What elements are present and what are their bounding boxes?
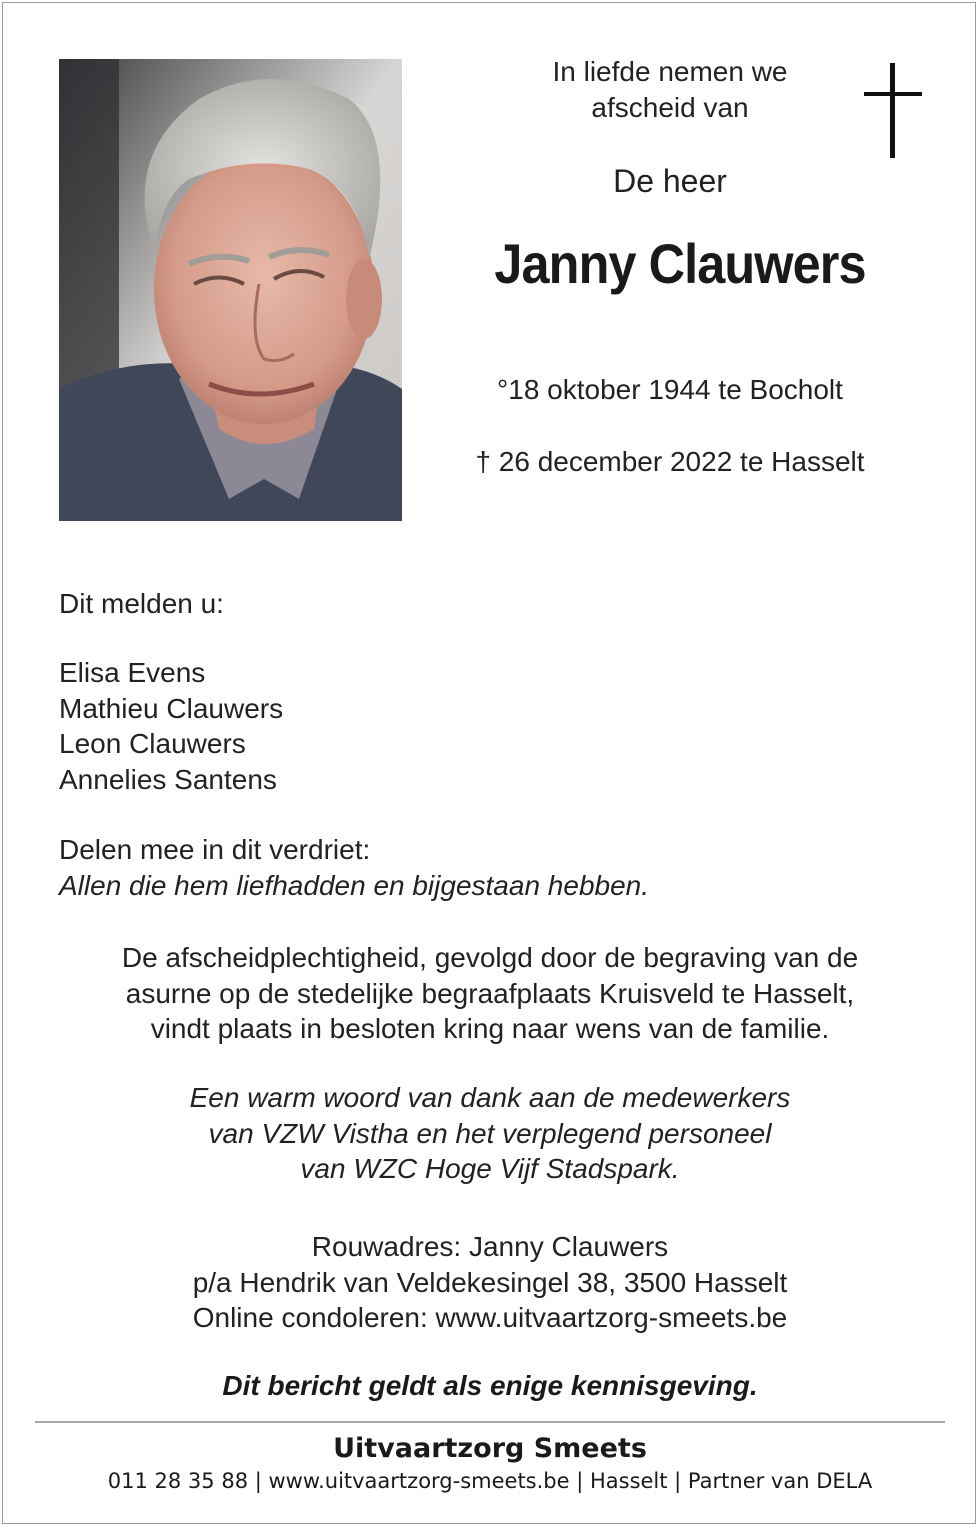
latin-cross-icon — [864, 63, 922, 158]
intro-line: In liefde nemen we — [552, 56, 788, 87]
family-list — [59, 655, 759, 797]
address-line: Rouwadres: Janny Clauwers — [311, 1231, 669, 1262]
address-line: Online condoleren: www.uitvaartzorg-smeets.be — [192, 1302, 788, 1333]
deceased-name: Janny Clauwers — [494, 232, 866, 295]
sharing-block — [59, 832, 759, 903]
thanks-line: van VZW Vistha en het verplegend personeel — [208, 1117, 772, 1149]
family-member: Leon Clauwers — [59, 728, 246, 759]
ceremony-block — [40, 940, 940, 1047]
ceremony-line: De afscheidplechtigheid, gevolgd door de begraving van de — [121, 942, 859, 973]
intro-text — [500, 54, 840, 126]
family-member: Elisa Evens — [59, 657, 206, 688]
death-date: † 26 december 2022 te Hasselt — [475, 446, 865, 477]
family-member: Annelies Santens — [59, 763, 277, 795]
notice-text: Dit bericht geldt als enige kennisgeving. — [222, 1370, 758, 1401]
funeral-home-name: Uitvaartzorg Smeets — [333, 1433, 647, 1464]
address-block — [40, 1229, 940, 1336]
thanks-line: van WZC Hoge Vijf Stadspark. — [300, 1153, 680, 1184]
salutation: De heer — [613, 163, 727, 199]
announcement-label: Dit melden u: — [59, 588, 224, 619]
footer-divider — [35, 1421, 945, 1423]
sharing-text: Allen die hem liefhadden en bijgestaan hebben. — [59, 869, 650, 901]
ceremony-line: asurne op de stedelijke begraafplaats Kruisveld te Hasselt, — [125, 977, 855, 1009]
funeral-home-contact: 011 28 35 88 | www.uitvaartzorg-smeets.be | Hasselt | Partner van DELA — [107, 1469, 873, 1493]
thanks-block — [40, 1080, 940, 1187]
address-line: p/a Hendrik van Veldekesingel 38, 3500 Hasselt — [192, 1266, 788, 1298]
ceremony-line: vindt plaats in besloten kring naar wens van de familie. — [150, 1013, 830, 1044]
portrait-photo — [59, 59, 402, 521]
birth-date: °18 oktober 1944 te Bocholt — [497, 374, 843, 405]
intro-line: afscheid van — [591, 92, 749, 123]
family-member: Mathieu Clauwers — [59, 692, 284, 724]
sharing-label: Delen mee in dit verdriet: — [59, 834, 371, 865]
thanks-line: Een warm woord van dank aan de medewerkers — [189, 1082, 791, 1113]
